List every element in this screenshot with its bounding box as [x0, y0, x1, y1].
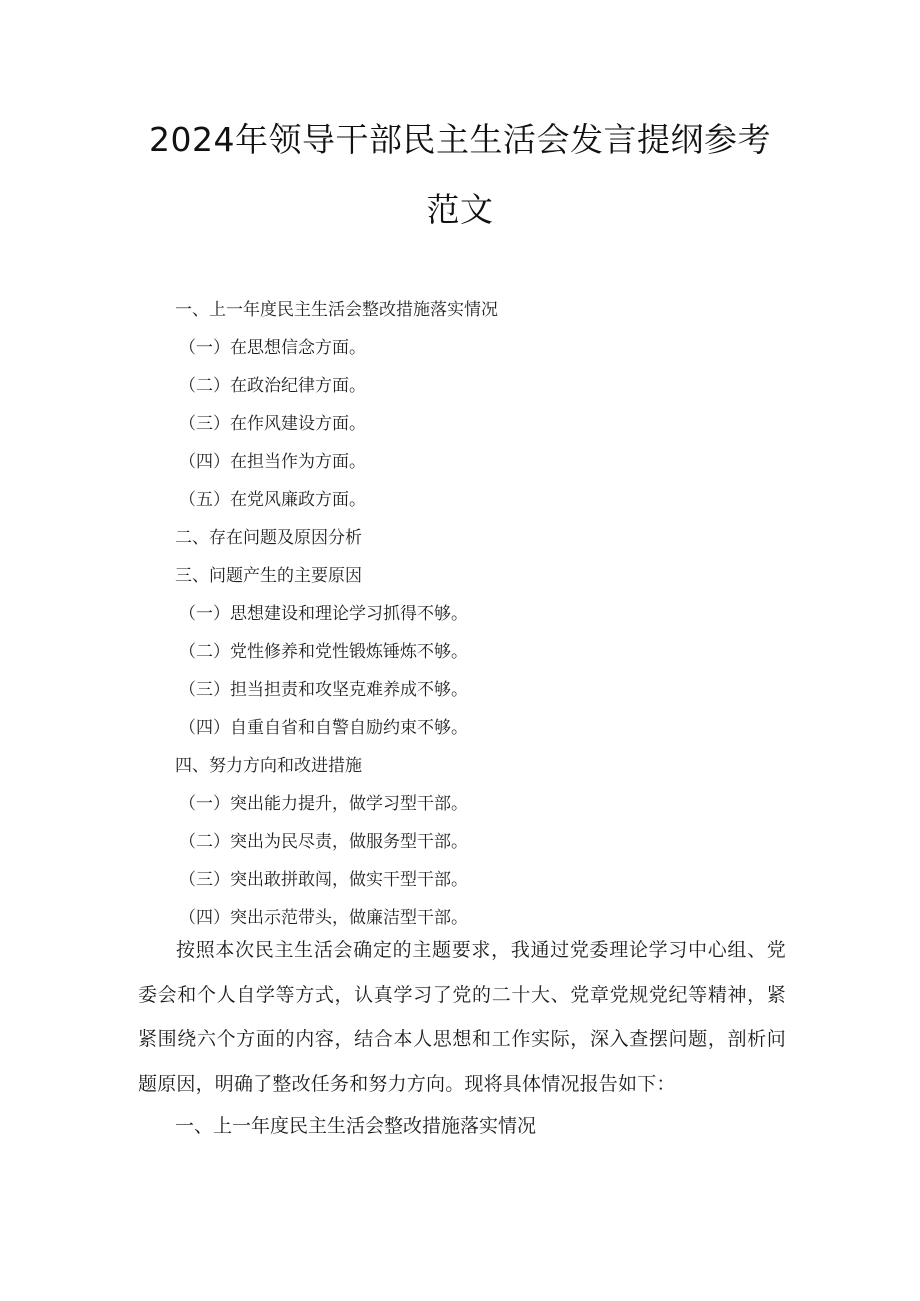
outline-heading: 一、上一年度民主生活会整改措施落实情况: [175, 300, 498, 320]
outline-subitem: （三）在作风建设方面。: [179, 414, 366, 434]
outline-heading: 三、问题产生的主要原因: [175, 566, 362, 586]
outline-subitem: （四）突出示范带头，做廉洁型干部。: [179, 908, 468, 928]
outline-subitem: （三）突出敢拼敢闯，做实干型干部。: [179, 870, 468, 890]
outline-subitem: （二）在政治纪律方面。: [179, 376, 366, 396]
document-title-line2: 范文: [426, 190, 494, 229]
document-title-line1: 2024年领导干部民主生活会发言提纲参考: [149, 120, 771, 159]
outline-subitem: （二）突出为民尽责，做服务型干部。: [179, 832, 468, 852]
outline-heading: 四、努力方向和改进措施: [175, 756, 362, 776]
outline-subitem: （一）突出能力提升，做学习型干部。: [179, 794, 468, 814]
outline-subitem: （一）思想建设和理论学习抓得不够。: [179, 604, 468, 624]
outline-subitem: （三）担当担责和攻坚克难养成不够。: [179, 680, 468, 700]
section-heading: 一、上一年度民主生活会整改措施落实情况: [175, 1115, 537, 1137]
outline-subitem: （四）在担当作为方面。: [179, 452, 366, 472]
outline-subitem: （五）在党风廉政方面。: [179, 490, 366, 510]
outline-subitem: （二）党性修养和党性锻炼锤炼不够。: [179, 642, 468, 662]
outline-subitem: （一）在思想信念方面。: [179, 338, 366, 358]
outline-subitem: （四）自重自省和自警自励约束不够。: [179, 718, 468, 738]
body-paragraph: 按照本次民主生活会确定的主题要求，我通过党委理论学习中心组、党委会和个人自学等方式，认真学习了党的二十大、党章党规党纪等精神，紧紧围绕六个方面的内容，结合本人思想和工作实际，深入查摆问题，剖析问题原因，明确了整改任务和努力方向。现将具体情况报告如下：: [138, 939, 786, 1095]
outline-heading: 二、存在问题及原因分析: [175, 528, 362, 548]
outline-list: [175, 296, 815, 942]
